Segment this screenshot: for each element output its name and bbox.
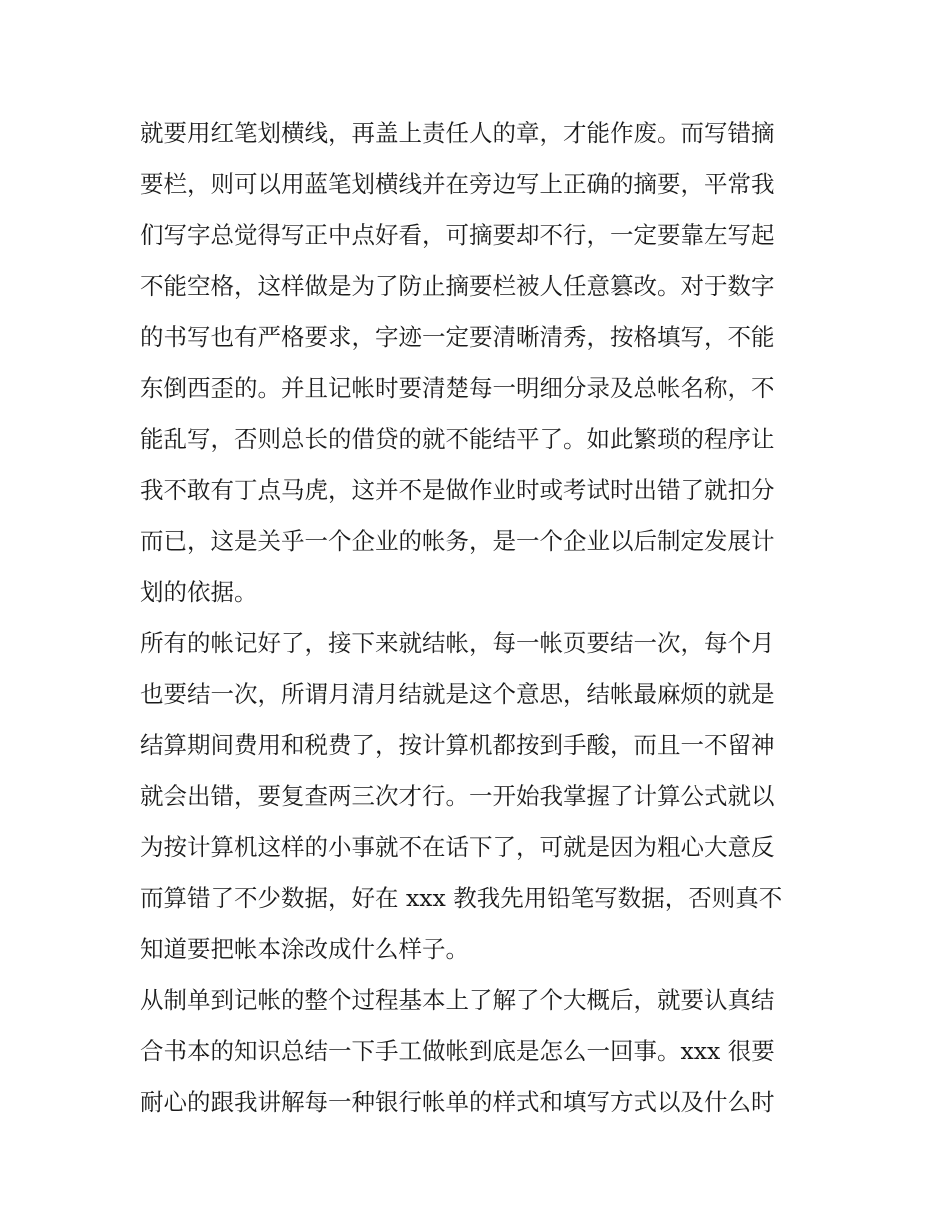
text-line: 就会出错，要复查两三次才行。一开始我掌握了计算公式就以 [140, 782, 775, 810]
text-line: 们写字总觉得写正中点好看，可摘要却不行，一定要靠左写起 [140, 221, 775, 249]
text-line: 要栏，则可以用蓝笔划横线并在旁边写上正确的摘要，平常我 [140, 170, 775, 198]
text-line: 为按计算机这样的小事就不在话下了，可就是因为粗心大意反 [140, 833, 775, 861]
text-line: 而已，这是关乎一个企业的帐务，是一个企业以后制定发展计 [140, 527, 775, 555]
text-line: 东倒西歪的。并且记帐时要清楚每一明细分录及总帐名称，不 [140, 374, 775, 402]
text-line: 就要用红笔划横线，再盖上责任人的章，才能作废。而写错摘 [140, 119, 775, 147]
text-line: 我不敢有丁点马虎，这并不是做作业时或考试时出错了就扣分 [140, 476, 775, 504]
text-line: 也要结一次，所谓月清月结就是这个意思，结帐最麻烦的就是 [140, 680, 775, 708]
text-line: 耐心的跟我讲解每一种银行帐单的样式和填写方式以及什么时 [140, 1088, 775, 1116]
text-line: 而算错了不少数据，好在 xxx 教我先用铅笔写数据，否则真不 [140, 884, 783, 912]
text-line: 划的依据。 [140, 578, 258, 606]
text-line: 从制单到记帐的整个过程基本上了解了个大概后，就要认真结 [140, 986, 775, 1014]
text-line: 所有的帐记好了，接下来就结帐，每一帐页要结一次，每个月 [140, 629, 775, 657]
text-line: 结算期间费用和税费了，按计算机都按到手酸，而且一不留神 [140, 731, 775, 759]
body-text [140, 108, 820, 1128]
text-line: 不能空格，这样做是为了防止摘要栏被人任意篡改。对于数字 [140, 272, 775, 300]
text-line: 知道要把帐本涂改成什么样子。 [140, 935, 469, 963]
text-line: 能乱写，否则总长的借贷的就不能结平了。如此繁琐的程序让 [140, 425, 775, 453]
text-line: 的书写也有严格要求，字迹一定要清晰清秀，按格填写，不能 [140, 323, 775, 351]
text-line: 合书本的知识总结一下手工做帐到底是怎么一回事。xxx 很要 [140, 1037, 775, 1065]
